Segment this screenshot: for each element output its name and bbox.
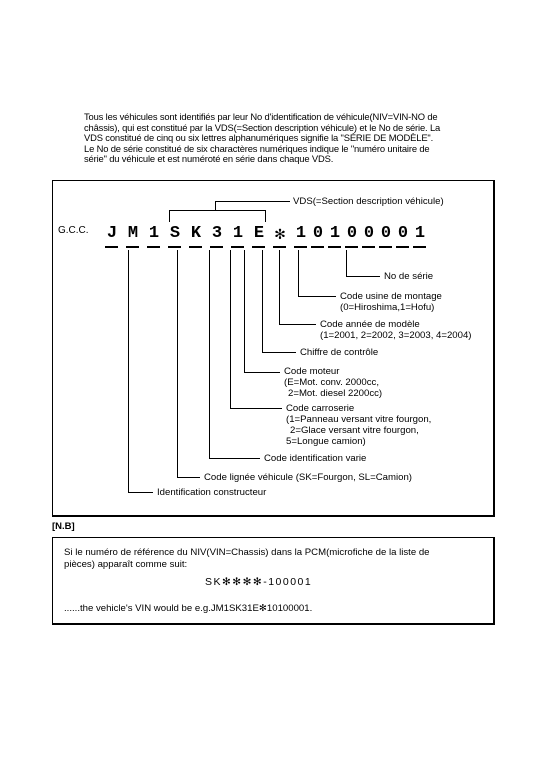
vin-char: 1 bbox=[295, 224, 307, 243]
intro-line: VDS constitué de cinq ou six lettres alphanumériques signifie la "SÉRIE DE MODÈLE". bbox=[84, 132, 434, 144]
vin-char: M bbox=[127, 224, 139, 243]
engine-values: (E=Mot. conv. 2000cc, bbox=[284, 377, 380, 388]
note-line: Si le numéro de référence du NIV(VIN=Chassis) dans la PCM(microfiche de la liste de bbox=[64, 547, 430, 558]
intro-line: série" du véhicule et est numéroté en série dans chaque VDS. bbox=[84, 153, 334, 165]
maker-leader bbox=[129, 250, 154, 493]
vin-char: K bbox=[190, 224, 202, 243]
maker-label: Identification constructeur bbox=[157, 487, 267, 498]
body-leader bbox=[231, 250, 283, 409]
vin-char: E bbox=[253, 224, 265, 243]
note-vin-example: ......the vehicle's VIN would be e.g.JM1SK31E✻10100001. bbox=[64, 603, 313, 614]
body-values: 2=Glace versant vitre fourgon, bbox=[290, 425, 419, 436]
plant-leader bbox=[299, 250, 337, 297]
nb-label: [N.B] bbox=[52, 521, 75, 532]
vin-char: ✻ bbox=[274, 226, 286, 245]
year-label: Code année de modèle bbox=[320, 319, 420, 330]
vin-char: 3 bbox=[211, 224, 223, 243]
engine-values: 2=Mot. diesel 2200cc) bbox=[288, 388, 383, 399]
year-values: (1=2001, 2=2002, 3=2003, 4=2004) bbox=[320, 330, 472, 341]
variant-label: Code identification varie bbox=[264, 453, 367, 464]
vin-char: 0 bbox=[312, 224, 324, 243]
plant-values: (0=Hiroshima,1=Hofu) bbox=[340, 302, 435, 313]
body-values: (1=Panneau versant vitre fourgon, bbox=[286, 414, 432, 425]
vin-char: 1 bbox=[232, 224, 244, 243]
note-code: SK✻✻✻✻-100001 bbox=[205, 576, 313, 588]
note-line: pièces) apparaît comme suit: bbox=[64, 558, 188, 570]
intro-line: Le No de série constitué de six charactères numériques indique le "numéro unitaire de bbox=[84, 142, 430, 154]
note-text bbox=[64, 547, 482, 570]
plant-label: Code usine de montage bbox=[340, 291, 442, 302]
gcc-label: G.C.C. bbox=[58, 225, 89, 236]
vin-char: S bbox=[169, 224, 181, 243]
line-label: Code lignée véhicule (SK=Fourgon, SL=Camion) bbox=[204, 472, 412, 483]
vin-char: 0 bbox=[346, 224, 358, 243]
vin-char: 0 bbox=[380, 224, 392, 243]
engine-label: Code moteur bbox=[284, 366, 340, 377]
serial-leader bbox=[347, 250, 381, 277]
serial-label: No de série bbox=[384, 271, 434, 282]
body-values: 5=Longue camion) bbox=[286, 436, 366, 447]
year-leader bbox=[280, 250, 317, 325]
vin-char: 0 bbox=[363, 224, 375, 243]
vin-char: 1 bbox=[329, 224, 341, 243]
variant-leader bbox=[210, 250, 261, 459]
line-leader bbox=[178, 250, 201, 478]
body-label: Code carroserie bbox=[286, 403, 355, 414]
vin-char: J bbox=[106, 224, 118, 243]
vin-char: 1 bbox=[414, 224, 426, 243]
check-label: Chiffre de contrôle bbox=[300, 347, 379, 358]
vds-bracket bbox=[170, 211, 266, 223]
vin-char: 1 bbox=[148, 224, 160, 243]
vin-char: 0 bbox=[397, 224, 409, 243]
intro-line: châssis), qui est constitué par la VDS(=Section description véhicule) et le No de série. La bbox=[84, 121, 441, 133]
intro-line: Tous les véhicules sont identifiés par leur No d'identification de véhicule(NIV=VIN-NO de bbox=[84, 111, 438, 122]
vds-label: VDS(=Section description véhicule) bbox=[293, 196, 444, 207]
vds-leader bbox=[216, 202, 291, 211]
